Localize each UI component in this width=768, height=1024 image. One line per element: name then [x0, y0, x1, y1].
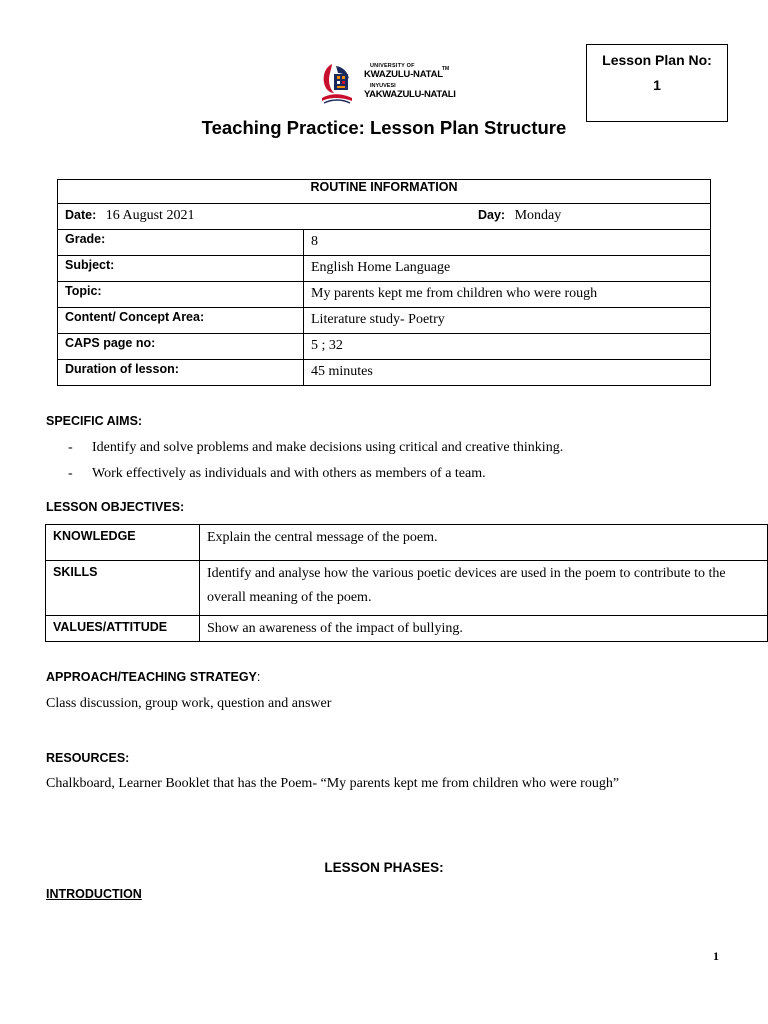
table-row	[58, 256, 711, 282]
caps-page-label: CAPS page no:	[58, 334, 304, 360]
university-logo	[316, 60, 456, 106]
lesson-objectives-table	[45, 524, 768, 642]
lesson-plan-number-box	[586, 44, 728, 122]
subject-value: English Home Language	[304, 256, 711, 282]
date-value: 16 August 2021	[105, 208, 195, 223]
table-row	[58, 282, 711, 308]
approach-heading-wrap	[46, 670, 260, 684]
lesson-plan-number: 1	[653, 77, 661, 93]
day-label: Day:	[478, 208, 506, 222]
resources-heading: RESOURCES:	[46, 751, 130, 765]
grade-value: 8	[304, 230, 711, 256]
topic-value: My parents kept me from children who were rough	[304, 282, 711, 308]
skills-label: SKILLS	[46, 561, 200, 616]
values-attitude-value: Show an awareness of the impact of bullying.	[200, 616, 768, 642]
duration-label: Duration of lesson:	[58, 360, 304, 386]
trademark-mark: TM	[442, 66, 450, 72]
day-value: Monday	[514, 208, 562, 223]
routine-header-row	[58, 180, 711, 204]
logo-line-1: UNIVERSITY OF	[370, 63, 415, 69]
grade-label: Grade:	[58, 230, 304, 256]
content-area-label: Content/ Concept Area:	[58, 308, 304, 334]
values-attitude-label: VALUES/ATTITUDE	[46, 616, 200, 642]
bullet-dash: -	[68, 466, 73, 481]
table-row	[46, 525, 768, 561]
knowledge-label: KNOWLEDGE	[46, 525, 200, 561]
table-row	[58, 230, 711, 256]
introduction-heading: INTRODUCTION	[46, 887, 142, 901]
bullet-dash: -	[68, 440, 73, 455]
logo-line-2: KWAZULU-NATAL	[364, 69, 443, 80]
duration-value: 45 minutes	[304, 360, 711, 386]
aim-text: Identify and solve problems and make decisions using critical and creative thinking.	[92, 440, 564, 455]
logo-line-3: INYUVESI	[370, 83, 396, 89]
approach-text: Class discussion, group work, question and answer	[46, 696, 332, 711]
approach-colon: :	[256, 670, 261, 684]
content-area-value: Literature study- Poetry	[304, 308, 711, 334]
specific-aims-heading: SPECIFIC AIMS:	[46, 414, 143, 428]
resources-text: Chalkboard, Learner Booklet that has the Poem- “My parents kept me from children who were rough”	[46, 776, 620, 791]
table-row	[46, 561, 768, 616]
knowledge-value: Explain the central message of the poem.	[200, 525, 768, 561]
page-title: Teaching Practice: Lesson Plan Structure	[201, 117, 567, 138]
subject-label: Subject:	[58, 256, 304, 282]
lesson-phases-heading: LESSON PHASES:	[324, 860, 444, 875]
lesson-objectives-heading: LESSON OBJECTIVES:	[46, 500, 185, 514]
table-row	[58, 308, 711, 334]
routine-header: ROUTINE INFORMATION	[58, 180, 711, 204]
aim-text: Work effectively as individuals and with others as members of a team.	[92, 466, 486, 481]
page-number: 1	[713, 949, 719, 963]
university-crest-icon	[316, 60, 362, 106]
approach-heading: APPROACH/TEACHING STRATEGY	[46, 670, 257, 684]
skills-value: Identify and analyse how the various poetic devices are used in the poem to contribute to the overall meaning of the poem.	[200, 561, 768, 616]
lesson-plan-label: Lesson Plan No:	[602, 52, 712, 68]
topic-label: Topic:	[58, 282, 304, 308]
logo-line-4: YAKWAZULU-NATALI	[364, 89, 456, 100]
table-row	[58, 360, 711, 386]
date-label: Date:	[65, 208, 97, 222]
routine-information-table	[57, 179, 711, 386]
caps-page-value: 5 ; 32	[304, 334, 711, 360]
date-day-cell	[58, 204, 711, 230]
routine-date-row	[58, 204, 711, 230]
table-row	[46, 616, 768, 642]
table-row	[58, 334, 711, 360]
